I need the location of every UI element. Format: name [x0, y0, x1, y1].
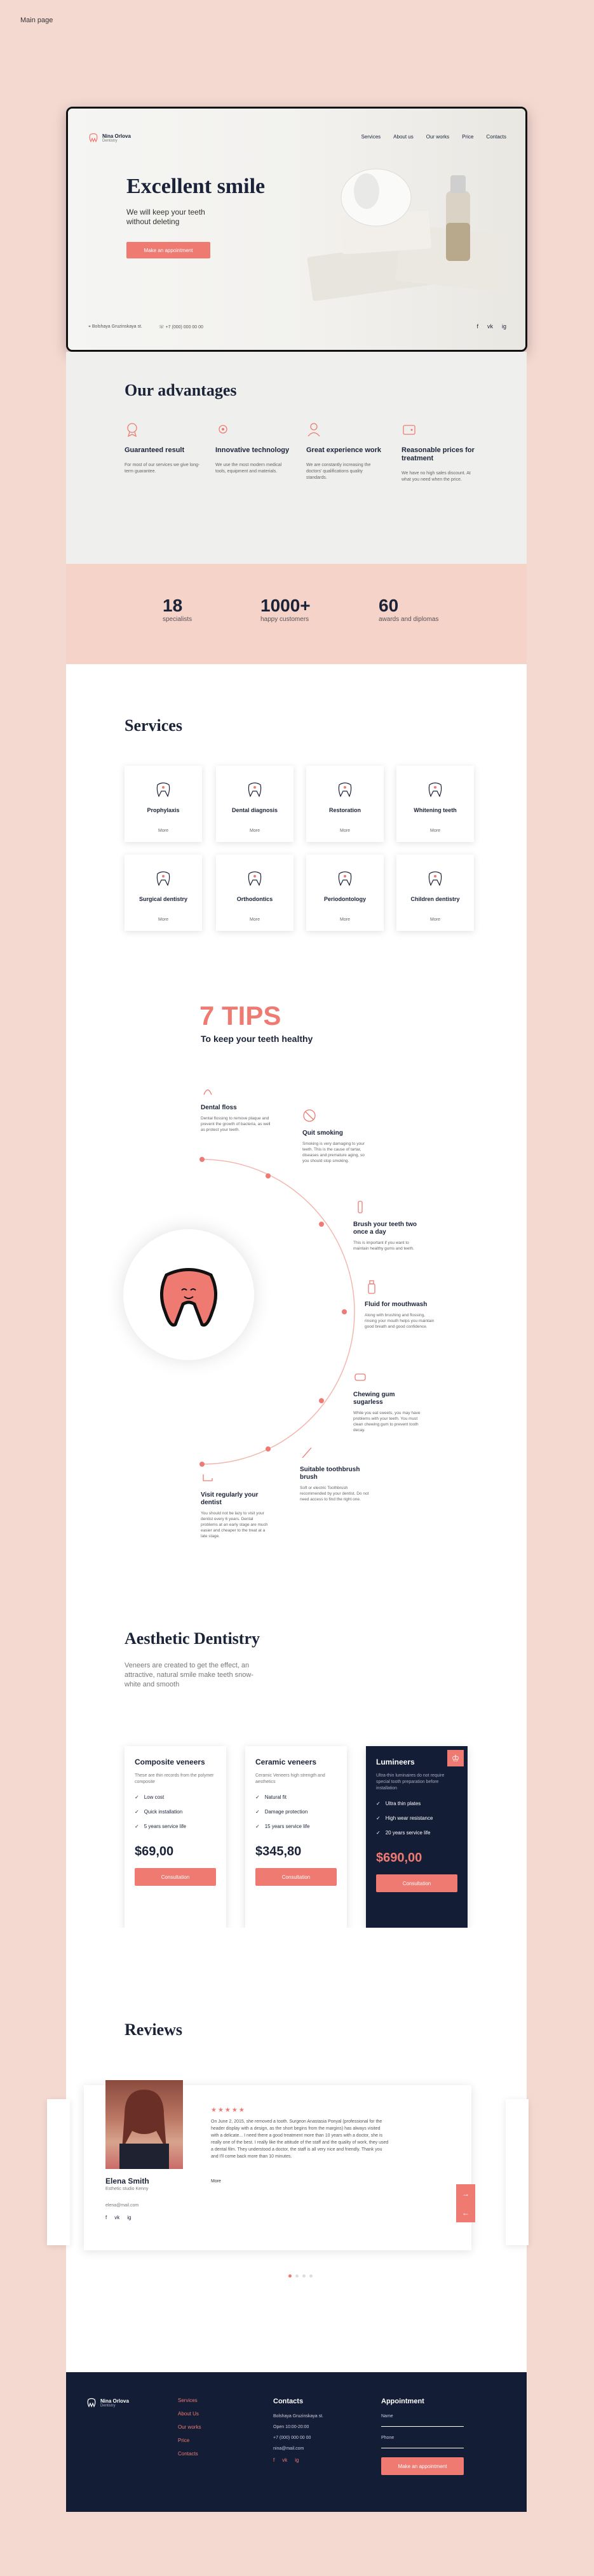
tip-title: Quit smoking — [302, 1130, 343, 1137]
tip-item — [201, 1471, 271, 1539]
address-text: Bolshaya Gruzinskaya st. — [91, 324, 142, 329]
stat-number: 1000+ — [260, 596, 311, 615]
instagram-icon[interactable]: ig — [295, 2457, 299, 2463]
footer-links — [178, 2398, 201, 2464]
card-text: Ultra-thin luminaires do not require special tooth preparation before installation — [376, 1773, 445, 1791]
tip-text: While you eat sweets, you may have problems with your teeth. You must clean chewing gum to prevent tooth decay. — [353, 1411, 421, 1432]
carousel-dots — [288, 2274, 313, 2278]
carousel-dot[interactable] — [309, 2274, 313, 2278]
card-feature — [255, 1809, 337, 1815]
service-card[interactable] — [125, 855, 202, 931]
advantage-title: Guaranteed result — [125, 446, 185, 454]
service-more-link[interactable]: More — [430, 829, 440, 833]
review-navigation — [456, 2184, 475, 2222]
feature-text: 5 years service life — [144, 1824, 186, 1829]
reviews-title: Reviews — [125, 2020, 182, 2039]
phone[interactable] — [159, 324, 203, 330]
child-tooth-icon — [426, 869, 445, 888]
services-section — [66, 664, 527, 975]
instagram-icon[interactable]: ig — [501, 323, 506, 330]
gum-icon — [335, 869, 354, 888]
service-more-link[interactable]: More — [430, 918, 440, 922]
tip-item — [353, 1370, 423, 1433]
floss-icon — [201, 1083, 215, 1097]
service-title: Restoration — [328, 807, 361, 813]
nav-item-price[interactable]: Price — [462, 134, 474, 140]
facebook-icon[interactable]: f — [273, 2457, 275, 2463]
crown-icon: ♔ — [447, 1750, 464, 1766]
advantage-title: Reasonable prices for treatment — [402, 446, 475, 462]
dentist-chair-icon — [201, 1471, 215, 1485]
advantage-text: We use the most modern medical tools, equipment and materials. — [215, 463, 282, 474]
service-title: Periodontology — [324, 896, 366, 902]
arrow-left-icon[interactable]: ← — [462, 2208, 469, 2217]
advantage-text: For most of our services we give long-term guarantee. — [125, 463, 200, 474]
contact-email[interactable]: nina@mail.com — [273, 2446, 304, 2451]
check-icon: ✓ — [135, 1794, 139, 1800]
braces-icon — [245, 869, 264, 888]
card-price: $690,00 — [376, 1851, 422, 1865]
hero-appointment-button[interactable]: Make an appointment — [126, 242, 210, 258]
stat-specialists — [163, 596, 192, 623]
advantages-section — [66, 352, 527, 564]
stat-number: 60 — [379, 596, 399, 615]
footer-appointment-button[interactable]: Make an appointment — [381, 2457, 464, 2475]
card-feature — [255, 1824, 337, 1829]
card-feature — [376, 1801, 457, 1806]
review-more-link[interactable]: More — [211, 2179, 221, 2184]
feature-text: Natural fit — [264, 1794, 287, 1800]
location-icon: ⌖ — [88, 324, 92, 329]
service-more-link[interactable]: More — [158, 918, 168, 922]
advantage-item — [402, 422, 478, 483]
phone-text: +7 (000) 000 00 00 — [165, 325, 203, 330]
tip-text: You should not be lazy to visit your dentist every 6 years. Dental problems at an early stage are much easier and cheaper to the treat at a late stage. — [201, 1511, 268, 1538]
stat-awards — [379, 596, 439, 623]
check-icon: ✓ — [376, 1801, 381, 1806]
footer-brand-sub: Dentistry — [100, 2403, 116, 2408]
advantage-title: Great experience work — [306, 446, 382, 454]
magnifier-icon — [245, 780, 264, 799]
prev-review-card — [47, 2099, 70, 2245]
service-title: Surgical dentistry — [138, 896, 188, 902]
tip-title: Brush your teeth two once a day — [353, 1221, 417, 1236]
appointment-title: Appointment — [381, 2398, 424, 2405]
carousel-dot[interactable] — [302, 2274, 306, 2278]
tip-text: Along with brushing and flossing, rinsing your mouth helps you maintain good breath and good confidence. — [365, 1313, 435, 1329]
facebook-icon[interactable]: f — [476, 323, 478, 330]
hero-section — [66, 107, 527, 352]
advantage-title: Innovative technology — [215, 446, 290, 454]
contact-hours: Open 10:00-20:00 — [273, 2425, 309, 2429]
tip-text: Dental flossing to remove plaque and prevent the growth of bacteria, as well as protect your teeth. — [201, 1116, 271, 1132]
service-more-link[interactable]: More — [158, 829, 168, 833]
advantage-text: We are constantly increasing the doctors' qualifications quality standards. — [306, 463, 371, 480]
footer-brand-name: Nina Orlova — [100, 2398, 129, 2404]
nav-item-contacts[interactable]: Contacts — [486, 134, 506, 140]
price-card — [125, 1746, 226, 1930]
contact-phone[interactable]: +7 (000) 000 00 00 — [273, 2436, 311, 2440]
tip-title: Suitable toothbrush brush — [300, 1466, 360, 1481]
tooth-icon — [86, 2398, 97, 2408]
drill-icon — [335, 780, 354, 799]
card-feature — [255, 1794, 337, 1800]
reviews-section — [66, 1928, 527, 2372]
toothbrush-icon — [353, 1200, 367, 1214]
aesthetic-section — [66, 1591, 527, 1928]
service-more-link[interactable]: More — [250, 918, 260, 922]
tip-text: This is important if you want to maintain healthy gums and teeth. — [353, 1241, 414, 1251]
services-title: Services — [125, 716, 182, 735]
service-card[interactable] — [396, 855, 474, 931]
check-icon: ✓ — [135, 1824, 139, 1829]
service-card[interactable] — [216, 855, 294, 931]
feature-text: High wear resistance — [385, 1815, 433, 1821]
footer-link-price[interactable]: Price — [178, 2438, 190, 2443]
service-more-link[interactable]: More — [340, 918, 350, 922]
footer-social — [273, 2457, 323, 2463]
tip-title: Fluid for mouthwash — [365, 1301, 428, 1308]
check-icon: ✓ — [255, 1824, 260, 1829]
check-icon: ✓ — [135, 1809, 139, 1815]
price-card — [245, 1746, 347, 1930]
footer-appointment — [381, 2398, 464, 2475]
tips-subtitle: To keep your teeth healthy — [201, 1034, 313, 1044]
card-text: Ceramic Veneers high strength and aesthetics — [255, 1773, 325, 1784]
instagram-icon[interactable]: ig — [127, 2215, 132, 2220]
vk-icon[interactable]: vk — [114, 2215, 120, 2220]
check-icon: ✓ — [376, 1815, 381, 1821]
stat-label: happy customers — [260, 616, 309, 623]
feature-text: Low cost — [144, 1794, 165, 1800]
tip-item — [300, 1445, 370, 1502]
page-label: Main page — [20, 17, 53, 24]
service-title: Children dentistry — [410, 896, 460, 902]
card-price: $69,00 — [135, 1845, 174, 1859]
review-text: On June 2, 2015, she removed a tooth. Surgeon Anastasia Ponyal (professional for the header display with a design, as the short begins from the margins) has always visited with a delicate... I need there a good treatment more than 10 years with a doctor, she is really one of the best. I really like the attitude of the staff and the quality of work, they used a dental film. They understood a doctor, the staff is all very nice and friendly. Thank you and I'll come back more than 10 minutes. — [211, 2119, 389, 2159]
reviewer-photo — [105, 2080, 183, 2169]
stat-label: awards and diplomas — [379, 616, 439, 623]
price-card-featured — [366, 1746, 468, 1930]
consultation-button[interactable]: Consultation — [376, 1874, 457, 1892]
check-icon: ✓ — [255, 1794, 260, 1800]
footer-link-services[interactable]: Services — [178, 2398, 198, 2403]
tip-text: Soft or electric Toothbrush recommended by your dentist. Do not need access to find the right one. — [300, 1486, 369, 1502]
brand-name: Nina Orlova — [102, 133, 131, 139]
phone-icon: ☏ — [158, 325, 166, 330]
check-icon: ✓ — [255, 1809, 260, 1815]
card-title: Lumineers — [376, 1758, 415, 1766]
nav-item-works[interactable]: Our works — [426, 134, 450, 140]
card-title: Ceramic veneers — [255, 1758, 317, 1766]
wallet-icon — [402, 422, 417, 437]
review-card — [84, 2085, 471, 2250]
stat-number: 18 — [163, 596, 183, 615]
implant-icon — [154, 869, 173, 888]
reviewer-name: Elena Smith — [105, 2177, 149, 2186]
advantages-title: Our advantages — [125, 381, 237, 399]
carousel-dot-active[interactable] — [288, 2274, 292, 2278]
feature-text: Quick installation — [144, 1809, 183, 1815]
tip-text: Smoking is very damaging to your teeth. This is the cause of tartar, diseases and premature aging, so you should stop smoking. — [302, 1142, 365, 1163]
carousel-dot[interactable] — [295, 2274, 299, 2278]
card-text: These are thin records from the polymer composite — [135, 1773, 214, 1784]
service-more-link[interactable]: More — [340, 829, 350, 833]
card-title: Composite veneers — [135, 1758, 205, 1766]
footer-contacts — [273, 2398, 323, 2463]
tooth-icon — [88, 133, 98, 143]
medal-icon — [125, 422, 140, 437]
service-card[interactable] — [306, 766, 384, 842]
brush-icon — [300, 1445, 314, 1459]
card-feature — [376, 1815, 457, 1821]
arrow-right-icon[interactable]: → — [462, 2189, 469, 2198]
aesthetic-text: Veneers are created to get the effect, an attractive, natural smile make teeth snow-white and smooth — [125, 1662, 253, 1688]
vk-icon[interactable]: vk — [282, 2457, 288, 2463]
whitening-icon — [426, 780, 445, 799]
bottle-icon — [365, 1280, 379, 1294]
consultation-button[interactable]: Consultation — [135, 1868, 216, 1886]
brand-subtitle: Dentistry — [102, 138, 118, 143]
service-card[interactable] — [306, 855, 384, 931]
footer — [66, 2372, 527, 2512]
tips-section — [66, 975, 527, 1591]
facebook-icon[interactable]: f — [105, 2215, 107, 2220]
tips-title: 7 TIPS — [199, 1001, 281, 1031]
service-more-link[interactable]: More — [250, 829, 260, 833]
check-icon: ✓ — [376, 1830, 381, 1836]
tooth-circle — [123, 1229, 254, 1360]
stat-label: specialists — [163, 616, 192, 623]
tip-title: Chewing gum sugarless — [353, 1391, 395, 1406]
hero-title: Excellent smile — [126, 175, 266, 198]
footer-link-contacts[interactable]: Contacts — [178, 2451, 198, 2457]
feature-text: Damage protection — [264, 1809, 308, 1815]
contact-address: Bolshaya Gruzinskaya st. — [273, 2414, 323, 2419]
hero-subtitle: We will keep your teeth without deleting — [126, 208, 205, 226]
vk-icon[interactable]: vk — [487, 323, 493, 330]
brand-logo[interactable] — [88, 133, 131, 143]
tip-item — [302, 1109, 372, 1164]
rating-stars: ★★★★★ — [211, 2107, 246, 2114]
nav-item-services[interactable]: Services — [361, 134, 381, 140]
service-title: Dental diagnosis — [231, 807, 278, 813]
gear-icon — [215, 422, 231, 437]
service-card[interactable] — [125, 766, 202, 842]
phone-input[interactable]: Phone — [381, 2436, 464, 2448]
main-nav — [361, 134, 506, 140]
syringe-icon — [154, 780, 173, 799]
service-title: Orthodontics — [236, 896, 273, 902]
service-card[interactable] — [216, 766, 294, 842]
consultation-button[interactable]: Consultation — [255, 1868, 337, 1886]
card-feature — [135, 1824, 216, 1829]
advantage-item — [125, 422, 201, 475]
advantage-item — [306, 422, 382, 481]
card-feature — [376, 1830, 457, 1836]
footer-logo[interactable] — [86, 2398, 129, 2408]
no-smoking-icon — [302, 1109, 316, 1123]
card-price: $345,80 — [255, 1845, 302, 1859]
advantage-text: We have no high sales discount. At what you need when the price. — [402, 471, 471, 482]
hero-product-image — [303, 153, 513, 312]
tip-title: Dental floss — [201, 1104, 237, 1111]
nav-item-about[interactable]: About us — [393, 134, 414, 140]
tip-item — [353, 1200, 423, 1251]
contacts-title: Contacts — [273, 2398, 304, 2405]
tip-item — [201, 1083, 271, 1133]
feature-text: Ultra thin plates — [385, 1801, 421, 1806]
reviewer-role: Esthetic studio Kenny — [105, 2187, 149, 2191]
stats-section — [66, 564, 527, 664]
aesthetic-title: Aesthetic Dentistry — [125, 1629, 260, 1648]
feature-text: 20 years service life — [385, 1830, 431, 1836]
advantage-item — [215, 422, 292, 475]
stat-customers — [260, 596, 311, 623]
tip-item — [365, 1280, 435, 1330]
reviewer-social — [105, 2215, 131, 2220]
address — [88, 324, 142, 330]
name-input[interactable]: Name — [381, 2414, 464, 2427]
tip-title: Visit regularly your dentist — [201, 1492, 259, 1506]
gum-icon — [353, 1370, 367, 1384]
reviewer-email[interactable]: elena@mail.com — [105, 2203, 139, 2208]
service-card[interactable] — [396, 766, 474, 842]
tooth-mascot-icon — [123, 1229, 254, 1360]
card-feature — [135, 1809, 216, 1815]
card-feature — [135, 1794, 216, 1800]
service-title: Prophylaxis — [147, 807, 180, 813]
service-title: Whitening teeth — [414, 807, 457, 813]
reviewer-portrait — [105, 2080, 183, 2169]
hero-contacts — [88, 324, 203, 330]
feature-text: 15 years service life — [264, 1824, 310, 1829]
social-links — [476, 323, 506, 330]
doctor-icon — [306, 422, 321, 437]
footer-link-about[interactable]: About Us — [178, 2411, 199, 2417]
next-review-card — [506, 2099, 529, 2245]
footer-link-works[interactable]: Our works — [178, 2424, 201, 2430]
